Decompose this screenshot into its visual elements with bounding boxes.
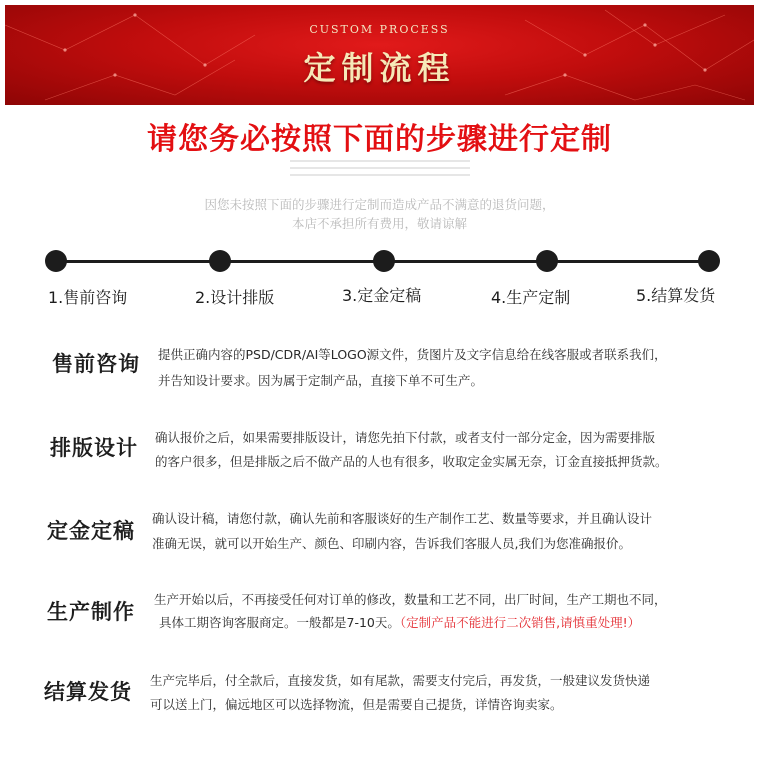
section-text-presale-2: 并告知设计要求。因为属于定制产品，直接下单不可生产。 (158, 373, 484, 388)
production-warning-text: （定制产品不能进行二次销售,请慎重处理!） (399, 615, 641, 630)
production-duration-text: 具体工期咨询客服商定。一般都是7-10天。 (159, 615, 400, 630)
notice-line-1: 因您未按照下面的步骤进行定制而造成产品不满意的退货问题， (204, 197, 555, 212)
page-heading: 请您务必按照下面的步骤进行定制 (147, 122, 612, 157)
section-title-design: 排版设计 (50, 436, 138, 460)
section-text-presale-1: 提供正确内容的PSD/CDR/AI等LOGO源文件，货图片及文字信息给在线客服或者联系我们， (158, 347, 667, 362)
section-title-presale: 售前咨询 (52, 352, 140, 376)
section-title-production: 生产制作 (47, 600, 135, 624)
step-label-1: 1.售前咨询 (48, 288, 128, 307)
timeline-dot-2 (209, 250, 231, 272)
section-text-deposit-2: 准确无误，就可以开始生产、颜色、印刷内容，告诉我们客服人员,我们为您准确报价。 (152, 536, 631, 551)
section-title-deposit: 定金定稿 (47, 519, 135, 543)
header-banner (5, 5, 754, 105)
section-text-deposit-1: 确认设计稿，请您付款，确认先前和客服谈好的生产制作工艺、数量等要求，并且确认设计 (152, 511, 653, 526)
section-text-production-2 (159, 613, 640, 631)
timeline-dot-3 (373, 250, 395, 272)
timeline-dot-4 (536, 250, 558, 272)
notice-line-2: 本店不承担所有费用，敬请谅解 (291, 216, 467, 231)
step-label-3: 3.定金定稿 (342, 286, 422, 305)
timeline-dot-5 (698, 250, 720, 272)
section-text-design-1: 确认报价之后，如果需要排版设计，请您先拍下付款，或者支付一部分定金，因为需要排版 (155, 430, 656, 445)
section-text-delivery-2: 可以送上门，偏远地区可以选择物流，但是需要自己提货，详情咨询卖家。 (150, 697, 563, 712)
section-text-production-1: 生产开始以后，不再接受任何对订单的修改，数量和工艺不同，出厂时间，生产工期也不同， (154, 592, 667, 607)
step-label-5: 5.结算发货 (636, 286, 716, 305)
step-label-4: 4.生产定制 (491, 288, 571, 307)
decorative-faint-lines (290, 160, 470, 181)
section-text-design-2: 的客户很多，但是排版之后不做产品的人也有很多，收取定金实属无奈，订金直接抵押货款。 (155, 454, 668, 469)
section-text-delivery-1: 生产完毕后，付全款后，直接发货，如有尾款，需要支付完后，再发货，一般建议发货快递 (150, 673, 651, 688)
banner-title: 定制流程 (303, 49, 456, 87)
banner-subtitle: CUSTOM PROCESS (309, 23, 450, 36)
timeline-dot-1 (45, 250, 67, 272)
step-label-2: 2.设计排版 (195, 288, 275, 307)
section-title-delivery: 结算发货 (44, 680, 132, 704)
